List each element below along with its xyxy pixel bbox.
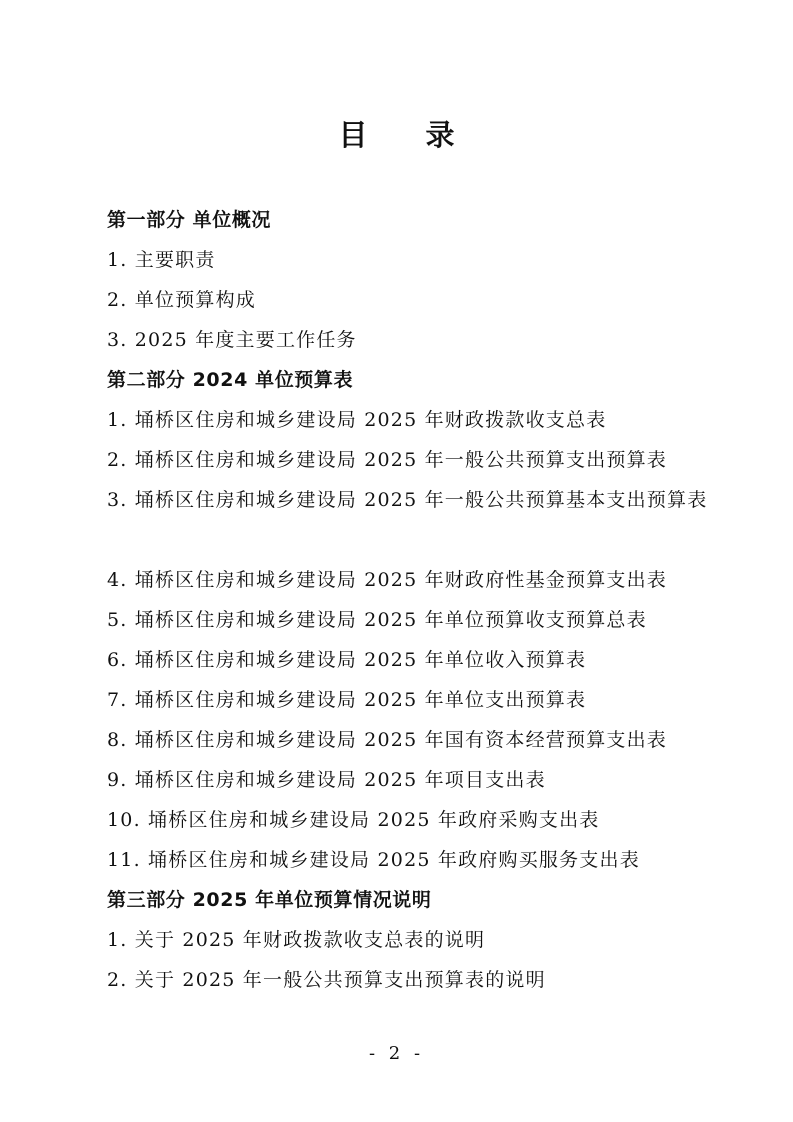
toc-entry[interactable]: 9. 埇桥区住房和城乡建设局 2025 年项目支出表 xyxy=(107,769,546,791)
toc-entry[interactable]: 7. 埇桥区住房和城乡建设局 2025 年单位支出预算表 xyxy=(107,689,587,711)
toc-entry[interactable]: 1. 关于 2025 年财政拨款收支总表的说明 xyxy=(107,929,486,951)
toc-entry[interactable]: 3. 2025 年度主要工作任务 xyxy=(107,329,357,351)
toc-entry[interactable]: 8. 埇桥区住房和城乡建设局 2025 年国有资本经营预算支出表 xyxy=(107,729,668,751)
part-2-heading[interactable]: 第二部分 2024 单位预算表 xyxy=(107,369,354,391)
toc-entry[interactable]: 6. 埇桥区住房和城乡建设局 2025 年单位收入预算表 xyxy=(107,649,587,671)
toc-title: 目 录 xyxy=(338,118,479,152)
toc-entry[interactable]: 4. 埇桥区住房和城乡建设局 2025 年财政府性基金预算支出表 xyxy=(107,569,668,591)
page-number: - 2 - xyxy=(368,1043,425,1064)
toc-entry[interactable]: 1. 埇桥区住房和城乡建设局 2025 年财政拨款收支总表 xyxy=(107,409,607,431)
toc-entry[interactable]: 2. 关于 2025 年一般公共预算支出预算表的说明 xyxy=(107,969,546,991)
toc-entry[interactable]: 2. 埇桥区住房和城乡建设局 2025 年一般公共预算支出预算表 xyxy=(107,449,668,471)
toc-entry[interactable]: 1. 主要职责 xyxy=(107,249,216,271)
toc-entry[interactable]: 11. 埇桥区住房和城乡建设局 2025 年政府购买服务支出表 xyxy=(107,849,640,871)
toc-entry[interactable] xyxy=(107,480,707,560)
part-3-heading[interactable]: 第三部分 2025 年单位预算情况说明 xyxy=(107,889,432,911)
toc-entry[interactable]: 5. 埇桥区住房和城乡建设局 2025 年单位预算收支预算总表 xyxy=(107,609,647,631)
toc-entry[interactable]: 2. 单位预算构成 xyxy=(107,289,256,311)
toc-entry-text: 3. 埇桥区住房和城乡建设局 2025 年一般公共预算基本支出预算表 xyxy=(107,489,708,511)
table-of-contents xyxy=(107,200,707,1000)
toc-entry[interactable]: 10. 埇桥区住房和城乡建设局 2025 年政府采购支出表 xyxy=(107,809,600,831)
part-1-heading[interactable]: 第一部分 单位概况 xyxy=(107,209,272,231)
